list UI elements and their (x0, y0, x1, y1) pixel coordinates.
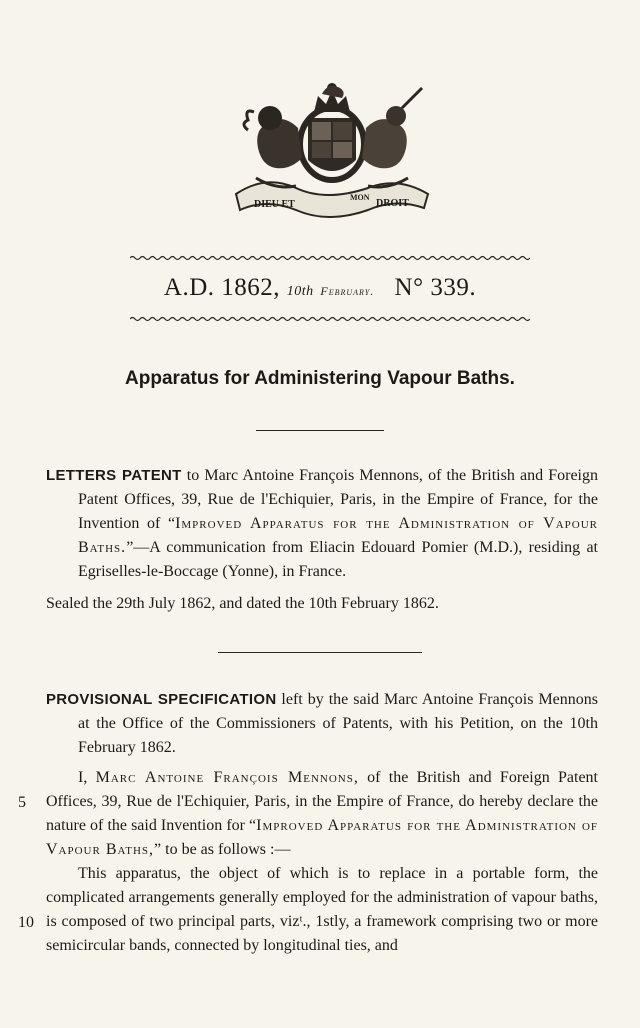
provisional-paragraph (46, 688, 598, 760)
crest-motto-right: DROIT (376, 198, 409, 209)
provisional-lead: PROVISIONAL SPECIFICATION (46, 691, 277, 708)
patent-title: Apparatus for Administering Vapour Baths. (125, 368, 515, 389)
body-text-1: of the British and Foreign Patent Offices, 39, Rue de l'Echiquier, Paris, in the Empire of France, do hereby declare the nature of the said Invention for “ (46, 769, 598, 834)
specification-body (46, 766, 598, 958)
body-text-1-end: ” to be as follows :— (154, 841, 291, 858)
letters-patent-invention: Improved Apparatus for the Administration of Vapour Baths. (78, 515, 599, 556)
provisional-text: left by the said Marc Antoine François Mennons at the Office of the Commissioners of Patents, with his Petition, on the 10th February 1862. (78, 691, 599, 756)
ad-label: A.D. (163, 274, 215, 301)
day: 10th (286, 284, 314, 299)
month: February. (320, 284, 375, 298)
sealed-line: Sealed the 29th July 1862, and dated the 10th February 1862. (46, 595, 439, 612)
letters-patent-lead: LETTERS PATENT (46, 467, 182, 484)
patent-number: N° 339. (394, 274, 477, 301)
royal-coat-of-arms-icon (226, 82, 438, 218)
inventor-name: Marc Antoine François Mennons, (95, 769, 359, 786)
crest-motto-left: DIEU ET (254, 199, 295, 210)
invention-title-caps: Improved Apparatus for the Administration of Vapour Baths, (46, 817, 599, 858)
wavy-rule-top (130, 255, 530, 261)
body-i: I, (78, 769, 96, 786)
letters-patent-paragraph (46, 464, 598, 584)
letters-patent-tail: ”—A communication from Eliacin Edouard Pomier (M.D.), residing at Egriselles-le-Boccage (Yonne), in France. (78, 539, 598, 580)
wavy-rule-bottom (130, 316, 530, 322)
year: 1862, (221, 274, 281, 301)
patent-headline (0, 274, 640, 302)
divider (218, 652, 422, 653)
line-number: 10 (18, 914, 34, 931)
body-paragraph-2: This apparatus, the object of which is to replace in a portable form, the complicated arrangements generally employed for the administration of vapour baths, is composed of two principal parts, vizᵗ., 1stly, a framework comprising two or more semicircular bands, connected by longitudinal ties, and (46, 865, 598, 954)
divider (256, 430, 384, 431)
letters-patent-text: to Marc Antoine François Mennons, of the British and Foreign Patent Offices, 39, Rue de l'Echiquier, Paris, in the Empire of France, for the Invention of “ (78, 467, 598, 532)
crest-motto-mid: MON (350, 193, 370, 202)
line-number: 5 (18, 794, 26, 811)
